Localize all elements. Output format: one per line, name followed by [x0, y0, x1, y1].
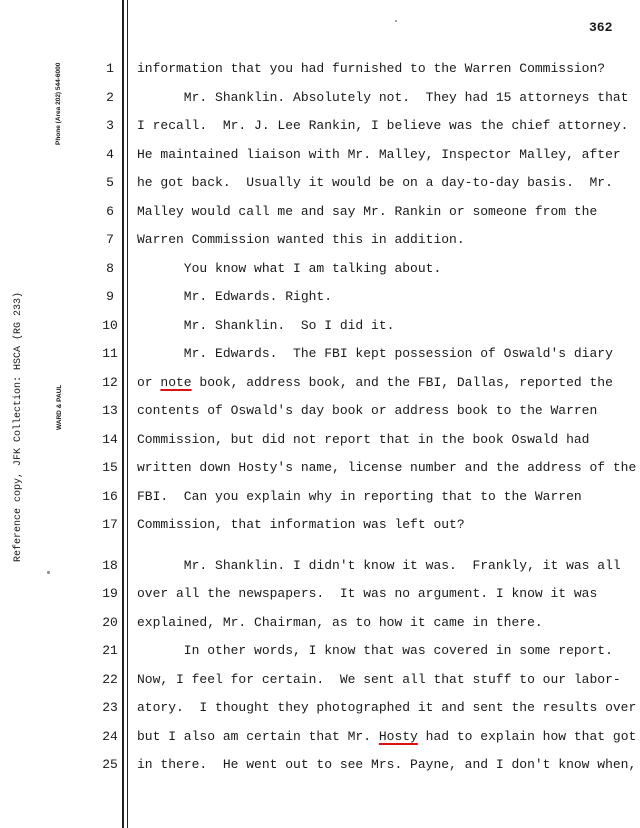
underlined-word: Hosty — [378, 729, 418, 744]
transcript-line: over all the newspapers. It was no argument. I know it was — [137, 586, 598, 601]
line-number: 7 — [106, 232, 114, 247]
line-number: 21 — [102, 643, 118, 658]
line-number: 11 — [102, 346, 118, 361]
transcript-line: You know what I am talking about. — [137, 261, 442, 276]
transcript-line — [137, 375, 613, 390]
line-number: 9 — [106, 289, 114, 304]
transcript-line: contents of Oswald's day book or address book to the Warren — [137, 403, 598, 418]
transcript-line: FBI. Can you explain why in reporting that to the Warren — [137, 489, 582, 504]
line-number: 25 — [102, 757, 118, 772]
underlined-word: note — [160, 375, 192, 390]
line-text-post: book, address book, and the FBI, Dallas, reported the — [191, 375, 613, 390]
transcript-line: information that you had furnished to the Warren Commission? — [137, 61, 606, 76]
line-number: 6 — [106, 204, 114, 219]
margin-rule-right — [127, 0, 128, 828]
transcript-line: Mr. Edwards. Right. — [137, 289, 333, 304]
line-number: 10 — [102, 318, 118, 333]
transcript-line: atory. I thought they photographed it and sent the results over — [137, 700, 637, 715]
transcript-line: Malley would call me and say Mr. Rankin or someone from the — [137, 204, 598, 219]
line-number: 24 — [102, 729, 118, 744]
line-number: 19 — [102, 586, 118, 601]
line-number: 15 — [102, 460, 118, 475]
line-number: 17 — [102, 517, 118, 532]
line-number: 4 — [106, 147, 114, 162]
line-number: 22 — [102, 672, 118, 687]
line-text-pre: or — [137, 375, 161, 390]
line-number: 12 — [102, 375, 118, 390]
transcript-line: written down Hosty's name, license number and the address of the — [137, 460, 637, 475]
line-number: 18 — [102, 558, 118, 573]
transcript-line: Commission, that information was left out? — [137, 517, 465, 532]
line-text-pre: but I also am certain that Mr. — [137, 729, 379, 744]
line-number: 13 — [102, 403, 118, 418]
scan-speck — [395, 20, 397, 22]
transcript-line: explained, Mr. Chairman, as to how it came in there. — [137, 615, 543, 630]
transcript-line: in there. He went out to see Mrs. Payne, and I don't know when, — [137, 757, 637, 772]
line-text-post: had to explain how that got — [417, 729, 637, 744]
line-number: 5 — [106, 175, 114, 190]
transcript-line: Mr. Shanklin. Absolutely not. They had 15 attorneys that — [137, 90, 629, 105]
margin-rule-left — [122, 0, 124, 828]
line-number: 8 — [106, 261, 114, 276]
line-number: 14 — [102, 432, 118, 447]
transcript-line: Mr. Shanklin. So I did it. — [137, 318, 395, 333]
line-number: 16 — [102, 489, 118, 504]
page-number: 362 — [589, 20, 613, 35]
line-number: 20 — [102, 615, 118, 630]
transcript-line: Now, I feel for certain. We sent all that stuff to our labor- — [137, 672, 621, 687]
line-number: 2 — [106, 90, 114, 105]
transcript-line: Mr. Edwards. The FBI kept possession of Oswald's diary — [137, 346, 613, 361]
transcript-line: I recall. Mr. J. Lee Rankin, I believe was the chief attorney. — [137, 118, 629, 133]
transcript-line — [137, 729, 636, 744]
scan-speck — [47, 571, 50, 574]
transcript-line: he got back. Usually it would be on a day-to-day basis. Mr. — [137, 175, 613, 190]
transcript-line: He maintained liaison with Mr. Malley, Inspector Malley, after — [137, 147, 621, 162]
margin-phone-text: Phone (Area 202) 544-6000 — [55, 62, 62, 145]
line-number: 1 — [106, 61, 114, 76]
margin-firm-text: WARD & PAUL — [56, 384, 63, 430]
margin-reference-text: Reference copy, JFK Collection: HSCA (RG 233) — [13, 291, 24, 562]
transcript-line: Commission, but did not report that in the book Oswald had — [137, 432, 590, 447]
line-number: 23 — [102, 700, 118, 715]
transcript-line: Warren Commission wanted this in addition. — [137, 232, 465, 247]
transcript-line: In other words, I know that was covered in some report. — [137, 643, 613, 658]
transcript-line: Mr. Shanklin. I didn't know it was. Frankly, it was all — [137, 558, 621, 573]
line-number: 3 — [106, 118, 114, 133]
